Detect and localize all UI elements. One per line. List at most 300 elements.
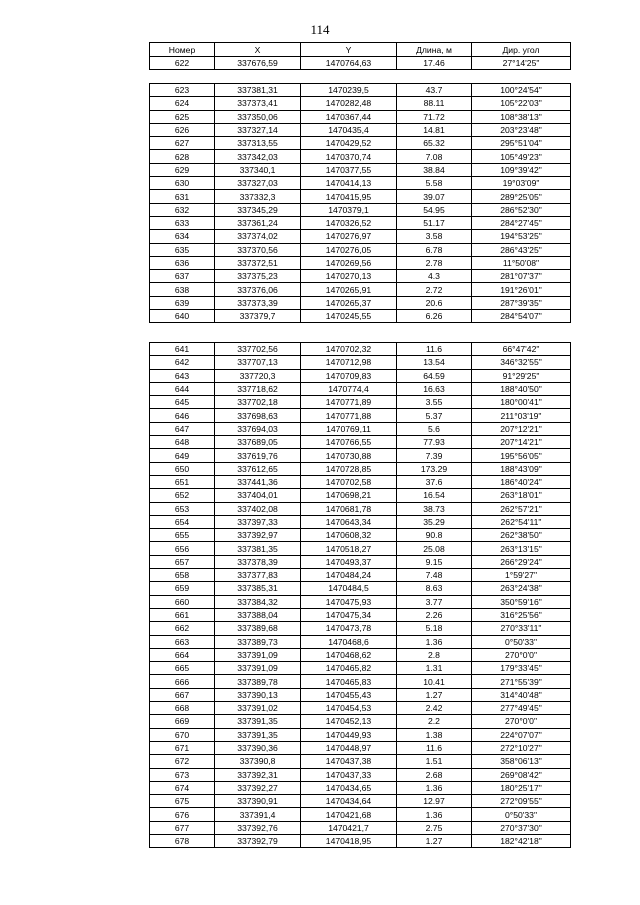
cell-number: 650 [150, 462, 215, 475]
cell-length: 6.26 [397, 310, 472, 323]
cell-length: 14.81 [397, 123, 472, 136]
cell-direction-angle: 66°47'42" [472, 343, 571, 356]
table-row [150, 515, 571, 528]
cell-x: 337391,35 [215, 715, 301, 728]
cell-y: 1470465,83 [301, 675, 397, 688]
cell-length: 5.6 [397, 422, 472, 435]
table-row [150, 675, 571, 688]
cell-number: 627 [150, 137, 215, 150]
cell-direction-angle: 195°56'05" [472, 449, 571, 462]
cell-length: 25.08 [397, 542, 472, 555]
cell-x: 337392,31 [215, 768, 301, 781]
cell-direction-angle: 295°51'04" [472, 137, 571, 150]
cell-length: 1.31 [397, 662, 472, 675]
table-row [150, 569, 571, 582]
cell-direction-angle: 188°43'09" [472, 462, 571, 475]
table-row [150, 728, 571, 741]
cell-y: 1470276,05 [301, 243, 397, 256]
cell-number: 646 [150, 409, 215, 422]
cell-y: 1470518,27 [301, 542, 397, 555]
cell-y: 1470771,88 [301, 409, 397, 422]
table-row [150, 123, 571, 136]
table-row [150, 595, 571, 608]
cell-direction-angle: 105°49'23" [472, 150, 571, 163]
cell-number: 641 [150, 343, 215, 356]
cell-direction-angle: 180°00'41" [472, 396, 571, 409]
cell-length: 7.39 [397, 449, 472, 462]
cell-x: 337707,13 [215, 356, 301, 369]
cell-length: 54.95 [397, 203, 472, 216]
cell-x: 337350,06 [215, 110, 301, 123]
cell-number: 660 [150, 595, 215, 608]
cell-x: 337327,03 [215, 177, 301, 190]
cell-x: 337392,79 [215, 834, 301, 847]
cell-number: 659 [150, 582, 215, 595]
cell-number: 645 [150, 396, 215, 409]
cell-length: 1.38 [397, 728, 472, 741]
cell-number: 665 [150, 662, 215, 675]
table-row [150, 343, 571, 356]
cell-x: 337313,55 [215, 137, 301, 150]
cell-x: 337389,73 [215, 635, 301, 648]
cell-y: 1470643,34 [301, 515, 397, 528]
cell-x: 337619,76 [215, 449, 301, 462]
cell-y: 1470712,98 [301, 356, 397, 369]
cell-y: 1470449,93 [301, 728, 397, 741]
cell-number: 642 [150, 356, 215, 369]
cell-length: 65.32 [397, 137, 472, 150]
cell-x: 337373,41 [215, 97, 301, 110]
table-row [150, 702, 571, 715]
cell-direction-angle: 19°03'09" [472, 177, 571, 190]
cell-y: 1470269,56 [301, 256, 397, 269]
cell-length: 2.72 [397, 283, 472, 296]
cell-length: 2.78 [397, 256, 472, 269]
cell-y: 1470418,95 [301, 834, 397, 847]
table-row [150, 256, 571, 269]
cell-y: 1470728,85 [301, 462, 397, 475]
cell-length: 7.08 [397, 150, 472, 163]
header-direction-angle: Дир. угол [472, 43, 571, 57]
table-row [150, 369, 571, 382]
cell-length: 1.51 [397, 755, 472, 768]
cell-number: 629 [150, 163, 215, 176]
cell-x: 337381,35 [215, 542, 301, 555]
cell-x: 337390,91 [215, 795, 301, 808]
table-row [150, 582, 571, 595]
table-row [150, 795, 571, 808]
cell-direction-angle: 108°38'13" [472, 110, 571, 123]
header-number: Номер [150, 43, 215, 57]
cell-x: 337372,51 [215, 256, 301, 269]
cell-number: 662 [150, 622, 215, 635]
cell-y: 1470454,53 [301, 702, 397, 715]
cell-direction-angle: 0°50'33" [472, 635, 571, 648]
cell-length: 10.41 [397, 675, 472, 688]
cell-number: 635 [150, 243, 215, 256]
cell-number: 647 [150, 422, 215, 435]
cell-number: 638 [150, 283, 215, 296]
cell-number: 673 [150, 768, 215, 781]
cell-direction-angle: 271°55'39" [472, 675, 571, 688]
cell-x: 337392,97 [215, 529, 301, 542]
cell-y: 1470730,88 [301, 449, 397, 462]
cell-number: 676 [150, 808, 215, 821]
cell-x: 337340,1 [215, 163, 301, 176]
cell-length: 11.6 [397, 741, 472, 754]
table-row [150, 808, 571, 821]
cell-y: 1470367,44 [301, 110, 397, 123]
cell-length: 173.29 [397, 462, 472, 475]
cell-length: 2.68 [397, 768, 472, 781]
cell-y: 1470326,52 [301, 216, 397, 229]
cell-x: 337389,68 [215, 622, 301, 635]
cell-direction-angle: 203°23'48" [472, 123, 571, 136]
cell-x: 337391,02 [215, 702, 301, 715]
table-row [150, 436, 571, 449]
cell-y: 1470771,89 [301, 396, 397, 409]
table-row [150, 110, 571, 123]
table-row [150, 57, 571, 70]
cell-y: 1470774,4 [301, 382, 397, 395]
cell-number: 630 [150, 177, 215, 190]
table-row [150, 781, 571, 794]
cell-y: 1470415,95 [301, 190, 397, 203]
cell-direction-angle: 281°07'37" [472, 270, 571, 283]
cell-y: 1470421,68 [301, 808, 397, 821]
cell-y: 1470421,7 [301, 821, 397, 834]
cell-y: 1470702,58 [301, 475, 397, 488]
cell-length: 2.2 [397, 715, 472, 728]
table-row [150, 475, 571, 488]
cell-y: 1470698,21 [301, 489, 397, 502]
cell-length: 90.8 [397, 529, 472, 542]
cell-x: 337689,05 [215, 436, 301, 449]
cell-y: 1470769,11 [301, 422, 397, 435]
cell-x: 337345,29 [215, 203, 301, 216]
cell-y: 1470766,55 [301, 436, 397, 449]
cell-number: 649 [150, 449, 215, 462]
cell-length: 7.48 [397, 569, 472, 582]
cell-y: 1470414,13 [301, 177, 397, 190]
table-row [150, 449, 571, 462]
cell-length: 64.59 [397, 369, 472, 382]
cell-x: 337694,03 [215, 422, 301, 435]
cell-number: 664 [150, 648, 215, 661]
cell-direction-angle: 270°33'11" [472, 622, 571, 635]
cell-length: 20.6 [397, 296, 472, 309]
cell-x: 337327,14 [215, 123, 301, 136]
cell-number: 667 [150, 688, 215, 701]
cell-y: 1470468,62 [301, 648, 397, 661]
cell-length: 13.54 [397, 356, 472, 369]
cell-direction-angle: 179°33'45" [472, 662, 571, 675]
cell-length: 38.84 [397, 163, 472, 176]
cell-length: 11.6 [397, 343, 472, 356]
table-row [150, 283, 571, 296]
table-row [150, 834, 571, 847]
header-length: Длина, м [397, 43, 472, 57]
table-row [150, 190, 571, 203]
cell-length: 1.36 [397, 808, 472, 821]
cell-direction-angle: 262°54'11" [472, 515, 571, 528]
cell-number: 628 [150, 150, 215, 163]
cell-direction-angle: 91°29'25" [472, 369, 571, 382]
table-row [150, 635, 571, 648]
table-header-row [150, 43, 571, 57]
cell-direction-angle: 316°25'56" [472, 608, 571, 621]
cell-number: 631 [150, 190, 215, 203]
table-row [150, 462, 571, 475]
cell-number: 652 [150, 489, 215, 502]
cell-x: 337390,36 [215, 741, 301, 754]
table-row [150, 648, 571, 661]
cell-y: 1470702,32 [301, 343, 397, 356]
cell-number: 640 [150, 310, 215, 323]
cell-direction-angle: 105°22'03" [472, 97, 571, 110]
cell-number: 675 [150, 795, 215, 808]
cell-x: 337702,18 [215, 396, 301, 409]
cell-number: 661 [150, 608, 215, 621]
cell-x: 337391,09 [215, 648, 301, 661]
cell-number: 639 [150, 296, 215, 309]
cell-length: 16.63 [397, 382, 472, 395]
table-row [150, 97, 571, 110]
cell-direction-angle: 207°14'21" [472, 436, 571, 449]
table-row [150, 270, 571, 283]
cell-x: 337404,01 [215, 489, 301, 502]
cell-length: 39.07 [397, 190, 472, 203]
cell-direction-angle: 270°37'30" [472, 821, 571, 834]
cell-y: 1470377,55 [301, 163, 397, 176]
cell-y: 1470276,97 [301, 230, 397, 243]
cell-direction-angle: 286°43'25" [472, 243, 571, 256]
cell-number: 643 [150, 369, 215, 382]
cell-number: 654 [150, 515, 215, 528]
table-row [150, 741, 571, 754]
cell-length: 1.27 [397, 834, 472, 847]
cell-y: 1470265,91 [301, 283, 397, 296]
page-number: 114 [310, 22, 330, 37]
cell-length: 43.7 [397, 84, 472, 97]
cell-direction-angle: 263°24'38" [472, 582, 571, 595]
header-y: Y [301, 43, 397, 57]
table-row [150, 177, 571, 190]
coordinates-table-block-3 [149, 342, 571, 848]
cell-number: 624 [150, 97, 215, 110]
cell-length: 2.26 [397, 608, 472, 621]
cell-number: 634 [150, 230, 215, 243]
cell-number: 637 [150, 270, 215, 283]
cell-number: 644 [150, 382, 215, 395]
cell-y: 1470434,65 [301, 781, 397, 794]
cell-length: 17.46 [397, 57, 472, 70]
table-row [150, 821, 571, 834]
cell-number: 648 [150, 436, 215, 449]
cell-direction-angle: 27°14'25" [472, 57, 571, 70]
cell-direction-angle: 186°40'24" [472, 475, 571, 488]
cell-number: 653 [150, 502, 215, 515]
cell-direction-angle: 270°0'0" [472, 715, 571, 728]
cell-direction-angle: 358°06'13" [472, 755, 571, 768]
cell-y: 1470379,1 [301, 203, 397, 216]
cell-number: 633 [150, 216, 215, 229]
cell-length: 3.58 [397, 230, 472, 243]
cell-direction-angle: 109°39'42" [472, 163, 571, 176]
cell-y: 1470493,37 [301, 555, 397, 568]
cell-y: 1470429,52 [301, 137, 397, 150]
cell-direction-angle: 224°07'07" [472, 728, 571, 741]
cell-x: 337375,23 [215, 270, 301, 283]
cell-y: 1470484,24 [301, 569, 397, 582]
table-row [150, 715, 571, 728]
cell-number: 674 [150, 781, 215, 794]
cell-direction-angle: 287°39'35" [472, 296, 571, 309]
table-row [150, 310, 571, 323]
cell-y: 1470437,38 [301, 755, 397, 768]
table-row [150, 150, 571, 163]
cell-y: 1470455,43 [301, 688, 397, 701]
cell-x: 337676,59 [215, 57, 301, 70]
cell-x: 337390,13 [215, 688, 301, 701]
table-row [150, 608, 571, 621]
cell-direction-angle: 182°42'18" [472, 834, 571, 847]
cell-length: 2.75 [397, 821, 472, 834]
cell-y: 1470465,82 [301, 662, 397, 675]
cell-direction-angle: 289°25'05" [472, 190, 571, 203]
cell-direction-angle: 100°24'54" [472, 84, 571, 97]
cell-number: 655 [150, 529, 215, 542]
cell-length: 88.11 [397, 97, 472, 110]
cell-number: 677 [150, 821, 215, 834]
cell-number: 632 [150, 203, 215, 216]
cell-direction-angle: 262°38'50" [472, 529, 571, 542]
table-row [150, 243, 571, 256]
cell-y: 1470468,6 [301, 635, 397, 648]
cell-y: 1470608,32 [301, 529, 397, 542]
cell-direction-angle: 262°57'21" [472, 502, 571, 515]
cell-y: 1470475,34 [301, 608, 397, 621]
cell-direction-angle: 11°50'08" [472, 256, 571, 269]
cell-direction-angle: 272°10'27" [472, 741, 571, 754]
cell-x: 337384,32 [215, 595, 301, 608]
cell-y: 1470452,13 [301, 715, 397, 728]
cell-direction-angle: 207°12'21" [472, 422, 571, 435]
cell-x: 337391,35 [215, 728, 301, 741]
cell-x: 337381,31 [215, 84, 301, 97]
cell-length: 4.3 [397, 270, 472, 283]
cell-number: 625 [150, 110, 215, 123]
cell-direction-angle: 346°32'55" [472, 356, 571, 369]
cell-direction-angle: 194°53'25" [472, 230, 571, 243]
cell-y: 1470764,63 [301, 57, 397, 70]
cell-x: 337378,39 [215, 555, 301, 568]
cell-x: 337373,39 [215, 296, 301, 309]
table-row [150, 409, 571, 422]
cell-number: 651 [150, 475, 215, 488]
cell-x: 337374,02 [215, 230, 301, 243]
cell-length: 1.36 [397, 781, 472, 794]
cell-length: 3.77 [397, 595, 472, 608]
cell-length: 16.54 [397, 489, 472, 502]
cell-number: 656 [150, 542, 215, 555]
cell-number: 663 [150, 635, 215, 648]
table-row [150, 502, 571, 515]
cell-length: 1.27 [397, 688, 472, 701]
cell-direction-angle: 191°26'01" [472, 283, 571, 296]
table-row [150, 489, 571, 502]
cell-y: 1470270,13 [301, 270, 397, 283]
cell-number: 636 [150, 256, 215, 269]
cell-x: 337379,7 [215, 310, 301, 323]
cell-x: 337332,3 [215, 190, 301, 203]
cell-number: 678 [150, 834, 215, 847]
cell-direction-angle: 263°13'15" [472, 542, 571, 555]
cell-y: 1470709,83 [301, 369, 397, 382]
cell-direction-angle: 211°03'19" [472, 409, 571, 422]
cell-direction-angle: 314°40'48" [472, 688, 571, 701]
cell-x: 337441,36 [215, 475, 301, 488]
table-row [150, 622, 571, 635]
cell-length: 77.93 [397, 436, 472, 449]
cell-length: 5.18 [397, 622, 472, 635]
cell-x: 337376,06 [215, 283, 301, 296]
table-row [150, 296, 571, 309]
table-row [150, 137, 571, 150]
cell-x: 337391,09 [215, 662, 301, 675]
cell-direction-angle: 269°08'42" [472, 768, 571, 781]
table-row [150, 84, 571, 97]
cell-x: 337385,31 [215, 582, 301, 595]
cell-number: 668 [150, 702, 215, 715]
cell-direction-angle: 284°27'45" [472, 216, 571, 229]
cell-direction-angle: 350°59'16" [472, 595, 571, 608]
cell-length: 5.58 [397, 177, 472, 190]
cell-length: 8.63 [397, 582, 472, 595]
cell-number: 669 [150, 715, 215, 728]
cell-length: 12.97 [397, 795, 472, 808]
cell-x: 337702,56 [215, 343, 301, 356]
table-row [150, 230, 571, 243]
cell-y: 1470473,78 [301, 622, 397, 635]
table-row [150, 216, 571, 229]
cell-direction-angle: 272°09'55" [472, 795, 571, 808]
cell-x: 337392,27 [215, 781, 301, 794]
table-row [150, 768, 571, 781]
cell-number: 671 [150, 741, 215, 754]
cell-number: 622 [150, 57, 215, 70]
cell-number: 657 [150, 555, 215, 568]
cell-length: 35.29 [397, 515, 472, 528]
cell-number: 666 [150, 675, 215, 688]
cell-x: 337718,62 [215, 382, 301, 395]
cell-x: 337377,83 [215, 569, 301, 582]
cell-y: 1470239,5 [301, 84, 397, 97]
cell-x: 337698,63 [215, 409, 301, 422]
cell-length: 51.17 [397, 216, 472, 229]
coordinates-table-header-block [149, 42, 571, 70]
cell-y: 1470484,5 [301, 582, 397, 595]
cell-number: 672 [150, 755, 215, 768]
cell-length: 1.36 [397, 635, 472, 648]
cell-length: 6.78 [397, 243, 472, 256]
cell-y: 1470437,33 [301, 768, 397, 781]
table-row [150, 396, 571, 409]
cell-x: 337389,78 [215, 675, 301, 688]
cell-number: 670 [150, 728, 215, 741]
cell-x: 337397,33 [215, 515, 301, 528]
header-x: X [215, 43, 301, 57]
